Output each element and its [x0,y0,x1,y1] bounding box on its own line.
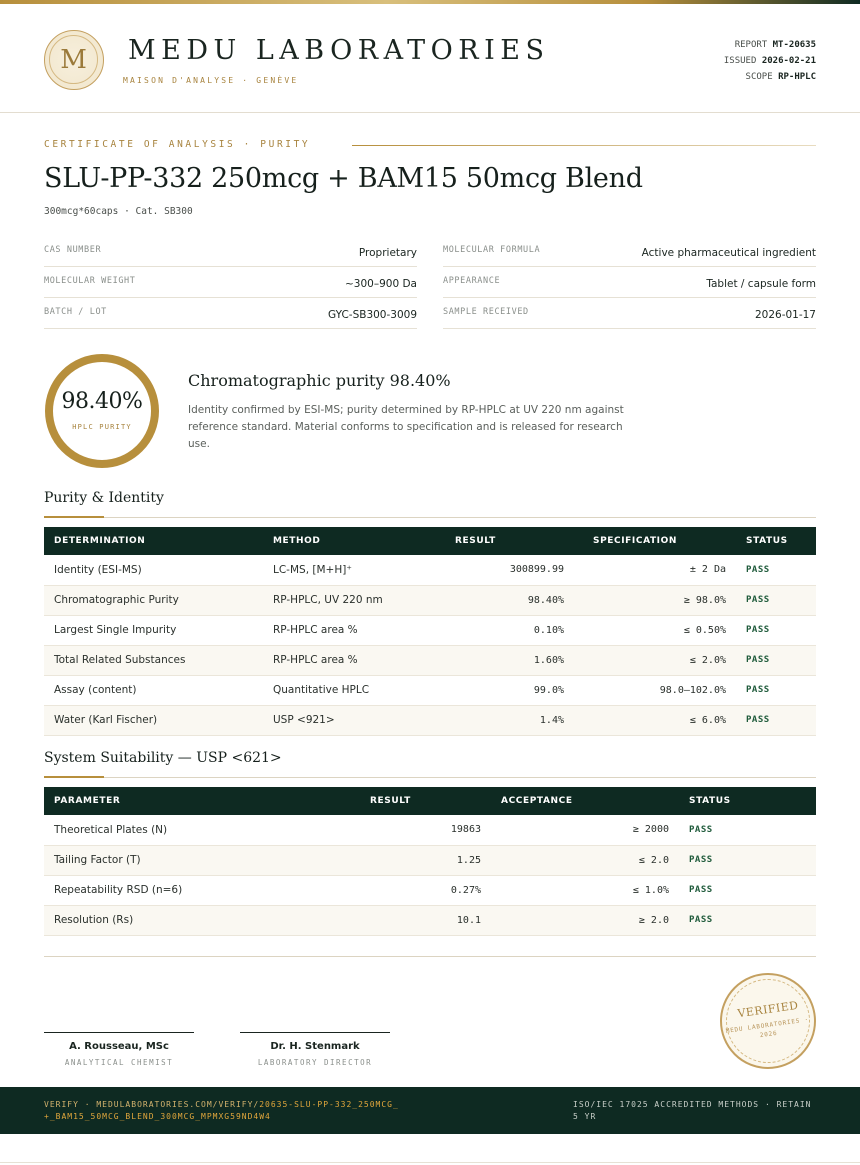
purity-table-header [44,527,816,555]
table-row: Identity (ESI-MS) LC-MS, [M+H]⁺ 300899.99 ± 2 Da PASS [44,555,816,585]
brand-name: MEDU LABORATORIES [128,35,550,66]
purity-section-accent [44,516,104,518]
status-badge: PASS [679,905,816,935]
brand-logo [44,30,104,90]
header [0,4,860,113]
signature-name: A. Rousseau, MSc [69,1041,169,1052]
product-subtitle: 300mcg*60caps · Cat. SB300 [44,206,193,217]
certificate-label: CERTIFICATE OF ANALYSIS · PURITY [44,139,311,150]
footer-divider [44,956,816,957]
report-meta-issued: ISSUED 2026-02-21 [723,56,816,66]
seal-text: MEDU LABORATORIES · 2026 [725,1016,810,1040]
signature-role: ANALYTICAL CHEMIST [64,1058,174,1067]
header-result: RESULT [360,787,491,815]
table-row: Repeatability RSD (n=6) 0.27% ≤ 1.0% PASS [44,875,816,905]
signature-analytical-chemist [44,1032,194,1067]
prop-molecular-formula: MOLECULAR FORMULA Active pharmaceutical ingredient [443,236,816,267]
iso-accreditation: ISO/IEC 17025 ACCREDITED METHODS · RETAIN 5 YR [573,1100,812,1121]
report-meta-scope: SCOPE RP-HPLC [745,72,816,82]
header-acceptance: ACCEPTANCE [491,787,679,815]
header-specification: SPECIFICATION [574,527,736,555]
status-badge: PASS [736,705,816,735]
table-row: Assay (content) Quantitative HPLC 99.0% 98.0–102.0% PASS [44,675,816,705]
header-parameter: PARAMETER [44,787,360,815]
suitability-section-accent [44,776,104,778]
prop-sample-received: SAMPLE RECEIVED 2026-01-17 [443,298,816,329]
table-row: Tailing Factor (T) 1.25 ≤ 2.0 PASS [44,845,816,875]
purity-table [44,527,816,736]
status-badge: PASS [736,555,816,585]
header-determination: DETERMINATION [44,527,263,555]
prop-molecular-weight: MOLECULAR WEIGHT ~300–900 Da [44,267,417,298]
table-row: Largest Single Impurity RP-HPLC area % 0.10% ≤ 0.50% PASS [44,615,816,645]
table-row: Resolution (Rs) 10.1 ≥ 2.0 PASS [44,905,816,935]
suitability-table-header [44,787,816,815]
table-row: Total Related Substances RP-HPLC area % 1.60% ≤ 2.0% PASS [44,645,816,675]
purity-ring [45,354,159,468]
suitability-table [44,787,816,936]
verify-code: 20635-SLU-PP-332_250MCG_+_BAM15_50MCG_BLEND_300MCG_MPMXG59ND4W4 [44,1100,399,1121]
brand-subtitle: MAISON D'ANALYSE · GENÈVE [123,76,299,85]
status-badge: PASS [736,585,816,615]
footer-bar [0,1087,860,1134]
status-badge: PASS [736,675,816,705]
prop-appearance: APPEARANCE Tablet / capsule form [443,267,816,298]
header-status: STATUS [679,787,816,815]
table-row: Chromatographic Purity RP-HPLC, UV 220 nm 98.40% ≥ 98.0% PASS [44,585,816,615]
purity-headline: Chromatographic purity 98.40% [188,371,451,390]
purity-section-rule [44,517,816,518]
signature-role: LABORATORY DIRECTOR [257,1058,373,1067]
status-badge: PASS [736,615,816,645]
status-badge: PASS [679,815,816,845]
header-result: RESULT [455,527,574,555]
status-badge: PASS [679,875,816,905]
suitability-section-rule [44,777,816,778]
verified-seal [720,973,816,1069]
logo-letter: M [60,44,87,75]
table-row: Theoretical Plates (N) 19863 ≥ 2000 PASS [44,815,816,845]
verify-link[interactable]: VERIFY · MEDULABORATORIES.COM/VERIFY/20635-SLU-PP-332_250MCG_+_BAM15_50MCG_BLEND_300MCG_MPMXG59ND4W4 [44,1100,399,1121]
purity-label: HPLC PURITY [72,423,132,431]
report-meta-report: REPORT MT-20635 [734,40,816,50]
seal-title: VERIFIED [736,998,800,1021]
suitability-section-title: System Suitability — USP <621> [44,750,282,766]
prop-batch-lot: BATCH / LOT GYC-SB300-3009 [44,298,417,329]
table-row: Water (Karl Fischer) USP <921> 1.4% ≤ 6.0% PASS [44,705,816,735]
status-badge: PASS [736,645,816,675]
header-method: METHOD [263,527,455,555]
signature-laboratory-director [240,1032,390,1067]
bottom-divider [0,1162,860,1163]
report-meta [724,37,816,85]
certificate-divider [352,145,816,146]
status-badge: PASS [679,845,816,875]
prop-cas-number: CAS NUMBER Proprietary [44,236,417,267]
product-title: SLU-PP-332 250mcg + BAM15 50mcg Blend [44,163,643,194]
purity-value: 98.40% [61,389,143,414]
header-status: STATUS [736,527,816,555]
signature-name: Dr. H. Stenmark [270,1041,360,1052]
purity-description: Identity confirmed by ESI-MS; purity determined by RP-HPLC at UV 220 nm against reference standard. Material conforms to specification and is released for research use. [188,404,624,450]
purity-section-title: Purity & Identity [44,490,164,506]
